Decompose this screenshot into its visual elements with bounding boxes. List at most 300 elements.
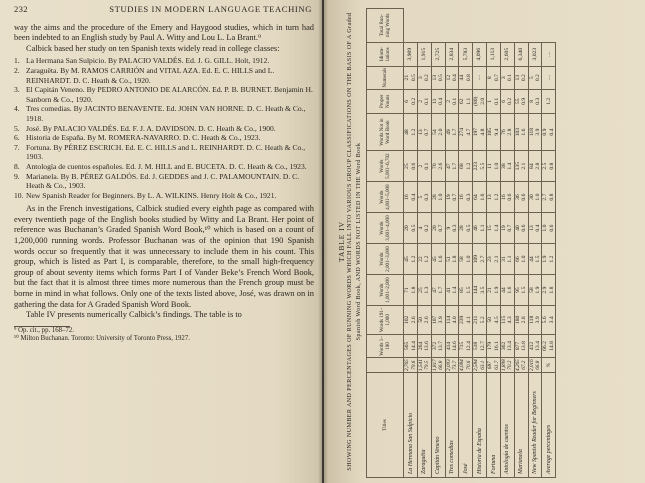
cell-value: 2.8 bbox=[507, 128, 514, 136]
cell-value: 11 bbox=[487, 163, 494, 169]
cell-value: 1.6 bbox=[521, 128, 528, 136]
table-cell bbox=[528, 244, 542, 275]
cell-value: 0.4 bbox=[534, 224, 541, 232]
table-cell bbox=[431, 244, 445, 275]
row-title: Capitán Veneno bbox=[431, 373, 445, 478]
cell-value: 2.1 bbox=[493, 255, 500, 263]
row-unit-label: 73.7 bbox=[452, 360, 459, 370]
cell-value: 1.4 bbox=[507, 162, 514, 170]
column-header: Words 5,001–6,702 bbox=[367, 151, 404, 182]
table-cell bbox=[459, 306, 473, 335]
cell-value: 1.5 bbox=[534, 255, 541, 263]
paragraph: Calbick based her study on ten Spanish texts widely read in college classes: bbox=[26, 43, 280, 53]
row-unit-cell bbox=[459, 358, 473, 373]
column-header: Words Not in Word Book bbox=[367, 114, 404, 151]
cell-value: 109 bbox=[473, 254, 480, 264]
table-cell bbox=[500, 306, 514, 335]
cell-value: 0.5 bbox=[410, 224, 417, 232]
table-cell bbox=[514, 213, 528, 244]
table-cell bbox=[431, 114, 445, 151]
cell-value: 1.4 bbox=[493, 224, 500, 232]
cell-value: 47 bbox=[445, 163, 452, 169]
cell-value: 44 bbox=[500, 287, 507, 293]
cell-value: 2.8 bbox=[521, 316, 528, 324]
table-cell bbox=[404, 275, 418, 306]
cell-value: 8 bbox=[528, 99, 535, 103]
cell-value: 0.1 bbox=[424, 162, 431, 170]
cell-value: 1.0 bbox=[493, 162, 500, 170]
table-cell bbox=[473, 89, 487, 113]
column-header: Words 1,001–2,000 bbox=[367, 275, 404, 306]
cell-value: 21 bbox=[487, 287, 494, 293]
row-unit-label: 4,084 bbox=[459, 359, 466, 371]
list-item bbox=[14, 85, 314, 104]
cell-value: 5.2 bbox=[479, 316, 486, 324]
column-header: Numerals bbox=[367, 66, 404, 89]
cell-value: 13 bbox=[431, 74, 438, 81]
cell-value: 0.5 bbox=[410, 74, 417, 82]
cell-value: 115 bbox=[500, 315, 507, 324]
row-unit-label: 66.8 bbox=[534, 360, 541, 370]
cell-value: 0.4 bbox=[438, 97, 445, 105]
cell-value: 1.2 bbox=[424, 255, 431, 263]
cell-value: 4.1 bbox=[465, 316, 472, 324]
cell-value: 1.2 bbox=[410, 255, 417, 263]
cell-value: 565 bbox=[404, 341, 411, 351]
table-cell bbox=[542, 244, 556, 275]
table-cell bbox=[459, 66, 473, 89]
column-header bbox=[367, 358, 404, 373]
cell-value: 3.9 bbox=[534, 316, 541, 324]
row-unit-label: 79.5 bbox=[424, 360, 431, 370]
list-number: 10. bbox=[14, 190, 24, 200]
cell-value: 0.8 bbox=[465, 74, 472, 82]
cell-value: 105 bbox=[487, 127, 494, 137]
table-cell bbox=[459, 182, 473, 213]
cell-value: 239 bbox=[459, 315, 466, 325]
list-number: 7. bbox=[14, 142, 20, 152]
column-header: Titles bbox=[367, 373, 404, 478]
table-cell bbox=[445, 213, 459, 244]
cell-value: 44 bbox=[528, 256, 535, 262]
table-cell bbox=[487, 89, 501, 113]
cell-value: 1.7 bbox=[438, 286, 445, 294]
cell-value: 4.0 bbox=[452, 316, 459, 324]
cell-value: 103 bbox=[514, 127, 521, 137]
cell-value: 3.9 bbox=[534, 128, 541, 136]
table-row bbox=[473, 9, 487, 478]
cell-value: 877 bbox=[514, 341, 521, 351]
row-unit-label: 2,016 bbox=[528, 359, 535, 371]
cell-value: 30 bbox=[528, 194, 535, 200]
cell-value: 1.2 bbox=[548, 255, 555, 263]
cell-value: 5 bbox=[418, 195, 425, 199]
cell-value: 1.9 bbox=[534, 286, 541, 294]
table-cell bbox=[542, 151, 556, 182]
cell-value: 5 bbox=[528, 76, 535, 80]
cell-value: 15 bbox=[487, 225, 494, 231]
row-unit-label: 2,765 bbox=[404, 359, 411, 371]
table-caption: SHOWING NUMBER AND PERCENTAGES OF RUNNING WORDS WHICH FALL INTO VARIOUS GROUP CLASSIFICATIONS ON THE BASIS OF A Graded Spanish Word Book, AND WORDS NOT LISTED IN THE Word Book bbox=[347, 12, 362, 471]
cell-value: 58 bbox=[459, 256, 466, 262]
table-cell bbox=[431, 151, 445, 182]
cell-value: 1.2 bbox=[545, 97, 552, 105]
table-cell bbox=[431, 275, 445, 306]
cell-value: 36 bbox=[514, 194, 521, 200]
table-cell bbox=[500, 334, 514, 358]
cell-value: 2.7 bbox=[479, 255, 486, 263]
table-cell bbox=[418, 114, 432, 151]
row-title: José bbox=[459, 373, 473, 478]
cell-value: 2.9 bbox=[542, 286, 549, 294]
cell-value: 0.6 bbox=[507, 193, 514, 201]
column-header: Words 4,001–5,000 bbox=[367, 182, 404, 213]
cell-value: 6,340 bbox=[517, 47, 524, 61]
cell-value: 9 bbox=[445, 226, 452, 230]
cell-value: 2.0 bbox=[479, 97, 486, 105]
list-item bbox=[14, 133, 314, 143]
cell-value: 2,834 bbox=[448, 47, 455, 61]
cell-value: 5.6 bbox=[542, 316, 549, 324]
left-page-content bbox=[14, 4, 314, 344]
row-unit-label: 70.2 bbox=[507, 360, 514, 370]
cell-value: 3 bbox=[500, 76, 507, 80]
table-cell bbox=[473, 244, 487, 275]
cell-value: 1.6 bbox=[479, 193, 486, 201]
cell-value: 44 bbox=[459, 74, 466, 81]
cell-value: 0.4 bbox=[548, 128, 555, 136]
table-cell bbox=[514, 114, 528, 151]
table-cell bbox=[445, 42, 459, 66]
row-unit-label: % bbox=[545, 363, 552, 368]
cell-value: 4.8 bbox=[479, 128, 486, 136]
text-list bbox=[14, 56, 314, 200]
cell-value: 54 bbox=[431, 129, 438, 135]
table-cell bbox=[404, 334, 418, 358]
cell-value: 0.2 bbox=[507, 97, 514, 105]
column-header: Proper Nouns bbox=[367, 89, 404, 113]
cell-value: 414 bbox=[445, 341, 452, 351]
cell-value: 50 bbox=[418, 317, 425, 323]
table-cell bbox=[528, 306, 542, 335]
table-cell bbox=[500, 114, 514, 151]
cell-value: 1.5 bbox=[465, 286, 472, 294]
cell-value: 2,725 bbox=[435, 47, 442, 61]
cell-value: 118 bbox=[528, 127, 535, 137]
table-cell bbox=[500, 151, 514, 182]
cell-value: 13.6 bbox=[424, 341, 431, 351]
cell-value: 50 bbox=[487, 317, 494, 323]
table-cell bbox=[542, 213, 556, 244]
cell-value: 179 bbox=[487, 341, 494, 351]
left-page bbox=[0, 0, 322, 483]
table-cell bbox=[528, 334, 542, 358]
cell-value: 180 bbox=[514, 315, 521, 325]
cell-value: 2.8 bbox=[534, 162, 541, 170]
row-title: La Hermana San Sulpicio bbox=[404, 373, 418, 478]
cell-value: (80) bbox=[473, 96, 480, 106]
table-cell bbox=[487, 244, 501, 275]
cell-value: 28 bbox=[459, 225, 466, 231]
table-cell bbox=[404, 151, 418, 182]
table-cell bbox=[445, 334, 459, 358]
cell-value: 11 bbox=[431, 98, 438, 104]
cell-value: 85 bbox=[459, 287, 466, 293]
row-unit-label: 79.6 bbox=[410, 360, 417, 370]
list-number: 1. bbox=[14, 56, 20, 66]
row-title: Fortuna bbox=[487, 373, 501, 478]
table-cell bbox=[445, 151, 459, 182]
table-row bbox=[542, 9, 556, 478]
column-header: Total Run-ning Words bbox=[367, 9, 404, 43]
cell-value: 70 bbox=[431, 163, 438, 169]
cell-value: 0.3 bbox=[534, 97, 541, 105]
row-unit-cell bbox=[528, 358, 542, 373]
table-cell bbox=[473, 66, 487, 89]
table-cell bbox=[418, 66, 432, 89]
table-cell bbox=[459, 244, 473, 275]
cell-value: 0.5 bbox=[438, 74, 445, 82]
list-number: 2. bbox=[14, 65, 20, 75]
table-cell bbox=[514, 275, 528, 306]
cell-value: 1.9 bbox=[542, 255, 549, 263]
table-cell bbox=[500, 275, 514, 306]
cell-value: 13 bbox=[514, 74, 521, 81]
table-number: TABLE IV bbox=[337, 221, 346, 262]
running-header bbox=[14, 4, 314, 15]
cell-value: .... bbox=[545, 74, 552, 81]
table-cell bbox=[459, 334, 473, 358]
table-cell bbox=[473, 182, 487, 213]
cell-value: 1.2 bbox=[410, 128, 417, 136]
cell-value: 23 bbox=[487, 256, 494, 262]
row-unit-label: 66.8 bbox=[438, 360, 445, 370]
cell-value: 20 bbox=[431, 225, 438, 231]
page-number: 232 bbox=[14, 4, 28, 14]
table-cell bbox=[528, 114, 542, 151]
cell-value: 16 bbox=[404, 194, 411, 200]
table-cell bbox=[542, 334, 556, 358]
cell-value: 1.0 bbox=[542, 224, 549, 232]
table-cell bbox=[514, 334, 528, 358]
cell-value: 3.4 bbox=[548, 316, 555, 324]
cell-value: 0.1 bbox=[452, 97, 459, 105]
cell-value: 84 bbox=[528, 163, 535, 169]
table-cell bbox=[528, 182, 542, 213]
cell-value: 2.5 bbox=[542, 162, 549, 170]
table-cell bbox=[487, 66, 501, 89]
cell-value: 0.3 bbox=[465, 193, 472, 201]
table-cell bbox=[542, 66, 556, 89]
column-header: Idiom-lations bbox=[367, 42, 404, 66]
cell-value: 41 bbox=[445, 287, 452, 293]
cell-value: 19 bbox=[500, 225, 507, 231]
cell-value: 6 bbox=[404, 99, 411, 103]
cell-value: .... bbox=[476, 74, 483, 81]
table-cell bbox=[404, 182, 418, 213]
cell-value: 3,023 bbox=[531, 47, 538, 61]
cell-value: 3.9 bbox=[438, 316, 445, 324]
list-text: Antología de cuentos españoles. Ed. J. M. HILL and E. BUCETA. D. C. Heath & Co., 1923. bbox=[26, 161, 307, 171]
table-cell bbox=[445, 182, 459, 213]
table-cell bbox=[404, 213, 418, 244]
table-cell bbox=[431, 89, 445, 113]
list-text: New Spanish Reader for Beginners. By L. A. WILKINS. Henry Holt & Co., 1921. bbox=[26, 190, 277, 200]
row-title: Average percentages bbox=[542, 373, 556, 478]
table-cell bbox=[418, 89, 432, 113]
cell-value: 1,113 bbox=[490, 47, 497, 61]
table-cell bbox=[487, 182, 501, 213]
cell-value: 0.4 bbox=[452, 74, 459, 82]
table-cell bbox=[445, 275, 459, 306]
cell-value: 1.5 bbox=[521, 286, 528, 294]
table-cell bbox=[487, 42, 501, 66]
table-cell bbox=[542, 306, 556, 335]
cell-value: 25 bbox=[418, 287, 425, 293]
table-cell bbox=[542, 182, 556, 213]
table-cell bbox=[542, 42, 556, 66]
list-item bbox=[14, 104, 314, 123]
cell-value: 14.6 bbox=[452, 341, 459, 351]
cell-value: 223 bbox=[473, 161, 480, 171]
cell-value: 144 bbox=[473, 285, 480, 295]
row-title: Antología de cuentos bbox=[500, 373, 514, 478]
table-cell bbox=[473, 42, 487, 66]
cell-value: 58 bbox=[528, 287, 535, 293]
table-cell bbox=[445, 66, 459, 89]
cell-value: 71 bbox=[404, 287, 411, 293]
cell-value: 0.4 bbox=[410, 193, 417, 201]
table-cell bbox=[542, 114, 556, 151]
cell-value: 38 bbox=[500, 163, 507, 169]
cell-value: 372 bbox=[431, 341, 438, 351]
list-item bbox=[14, 143, 314, 162]
cell-value: 31 bbox=[500, 256, 507, 262]
cell-value: 264 bbox=[418, 341, 425, 351]
cell-value: 2.7 bbox=[542, 193, 549, 201]
table-cell bbox=[473, 306, 487, 335]
table-cell bbox=[418, 42, 432, 66]
list-text: José. By PALACIO VALDÉS. Ed. F. J. A. DAVIDSON. D. C. Heath & Co., 1900. bbox=[26, 123, 276, 133]
list-item bbox=[14, 162, 314, 172]
table-row bbox=[500, 9, 514, 478]
cell-value: 0.7 bbox=[493, 74, 500, 82]
cell-value: 1.1 bbox=[465, 97, 472, 105]
cell-value: 0.7 bbox=[424, 128, 431, 136]
list-number: 4. bbox=[14, 104, 20, 114]
table-cell bbox=[431, 182, 445, 213]
cell-value: 1.9 bbox=[493, 286, 500, 294]
cell-value: 76 bbox=[500, 129, 507, 135]
cell-value: 46 bbox=[473, 225, 480, 231]
column-header: Words 191–1,000 bbox=[367, 306, 404, 335]
cell-value: 197 bbox=[473, 127, 480, 137]
rotated-table-block bbox=[337, 5, 640, 478]
table-cell bbox=[459, 275, 473, 306]
cell-value: 1.3 bbox=[424, 286, 431, 294]
cell-value: 2.6 bbox=[410, 316, 417, 324]
table-cell bbox=[500, 42, 514, 66]
list-item bbox=[14, 172, 314, 191]
cell-value: 5,783 bbox=[462, 47, 469, 61]
cell-value: 1.2 bbox=[493, 193, 500, 201]
cell-value: 66.2 bbox=[542, 341, 549, 351]
cell-value: 1.0 bbox=[465, 255, 472, 263]
row-unit-label: 63.1 bbox=[479, 360, 486, 370]
cell-value: 13.8 bbox=[521, 341, 528, 351]
cell-value: 1.7 bbox=[452, 128, 459, 136]
row-unit-cell bbox=[418, 358, 432, 373]
table-cell bbox=[487, 151, 501, 182]
cell-value: 0.3 bbox=[424, 193, 431, 201]
cell-value: 4.5 bbox=[493, 316, 500, 324]
row-unit-cell bbox=[404, 358, 418, 373]
cell-value: 3.5 bbox=[479, 286, 486, 294]
table-cell bbox=[418, 275, 432, 306]
table-cell bbox=[404, 66, 418, 89]
row-unit-label: 67.2 bbox=[521, 360, 528, 370]
list-number: 9. bbox=[14, 171, 20, 181]
cell-value: 0.8 bbox=[548, 193, 555, 201]
row-unit-cell bbox=[445, 358, 459, 373]
cell-value: 62 bbox=[459, 98, 466, 105]
list-number: 3. bbox=[14, 85, 20, 95]
list-text: Tres comedias. By JACINTO BENAVENTE. Ed. JOHN VAN HORNE. D. C. Heath & Co., 1918. bbox=[26, 104, 306, 123]
cell-value: 45 bbox=[431, 256, 438, 262]
cell-value: 2 bbox=[445, 99, 452, 103]
row-unit-cell bbox=[431, 358, 445, 373]
cell-value: 0.6 bbox=[521, 193, 528, 201]
cell-value: 49 bbox=[445, 129, 452, 135]
table-cell bbox=[431, 66, 445, 89]
list-number: 8. bbox=[14, 161, 20, 171]
table-cell bbox=[528, 213, 542, 244]
table-cell bbox=[514, 244, 528, 275]
table-row bbox=[445, 9, 459, 478]
cell-value: 2.6 bbox=[438, 162, 445, 170]
table-cell bbox=[459, 89, 473, 113]
list-item bbox=[14, 56, 314, 66]
cell-value: 1.1 bbox=[479, 224, 486, 232]
list-text: Fortuna. By PÉREZ ESCRICH. Ed. E. C. HILLS and L. REINHARDT. D. C. Heath & Co., 1903. bbox=[26, 142, 306, 162]
cell-value: 1.7 bbox=[452, 162, 459, 170]
cell-value: 1.8 bbox=[452, 255, 459, 263]
table-cell bbox=[418, 151, 432, 182]
cell-value: 0.7 bbox=[438, 224, 445, 232]
cell-value: 1.4 bbox=[452, 286, 459, 294]
row-unit-cell bbox=[500, 358, 514, 373]
row-title: Historia de España bbox=[473, 373, 487, 478]
table-cell bbox=[445, 114, 459, 151]
cell-value: 9.4 bbox=[493, 128, 500, 136]
cell-value: 45 bbox=[404, 256, 411, 262]
table-cell bbox=[473, 334, 487, 358]
cell-value: 2 bbox=[418, 99, 425, 103]
list-item bbox=[14, 124, 314, 134]
table-cell bbox=[487, 114, 501, 151]
cell-value: 1.0 bbox=[534, 193, 541, 201]
cell-value: 66 bbox=[514, 256, 521, 262]
table-cell bbox=[418, 182, 432, 213]
cell-value: 16.1 bbox=[493, 341, 500, 351]
cell-value: 95 bbox=[514, 287, 521, 293]
cell-value: 2 bbox=[418, 164, 425, 168]
cell-value: 28 bbox=[431, 194, 438, 200]
table-row bbox=[459, 9, 473, 478]
list-text: El Capitán Veneno. By PEDRO ANTONIO DE ALARCÓN. Ed. P. B. BURNET. Benjamin H. Sanborn & Co., 1920. bbox=[26, 85, 313, 104]
table-cell bbox=[473, 275, 487, 306]
table-header-row bbox=[367, 9, 404, 478]
